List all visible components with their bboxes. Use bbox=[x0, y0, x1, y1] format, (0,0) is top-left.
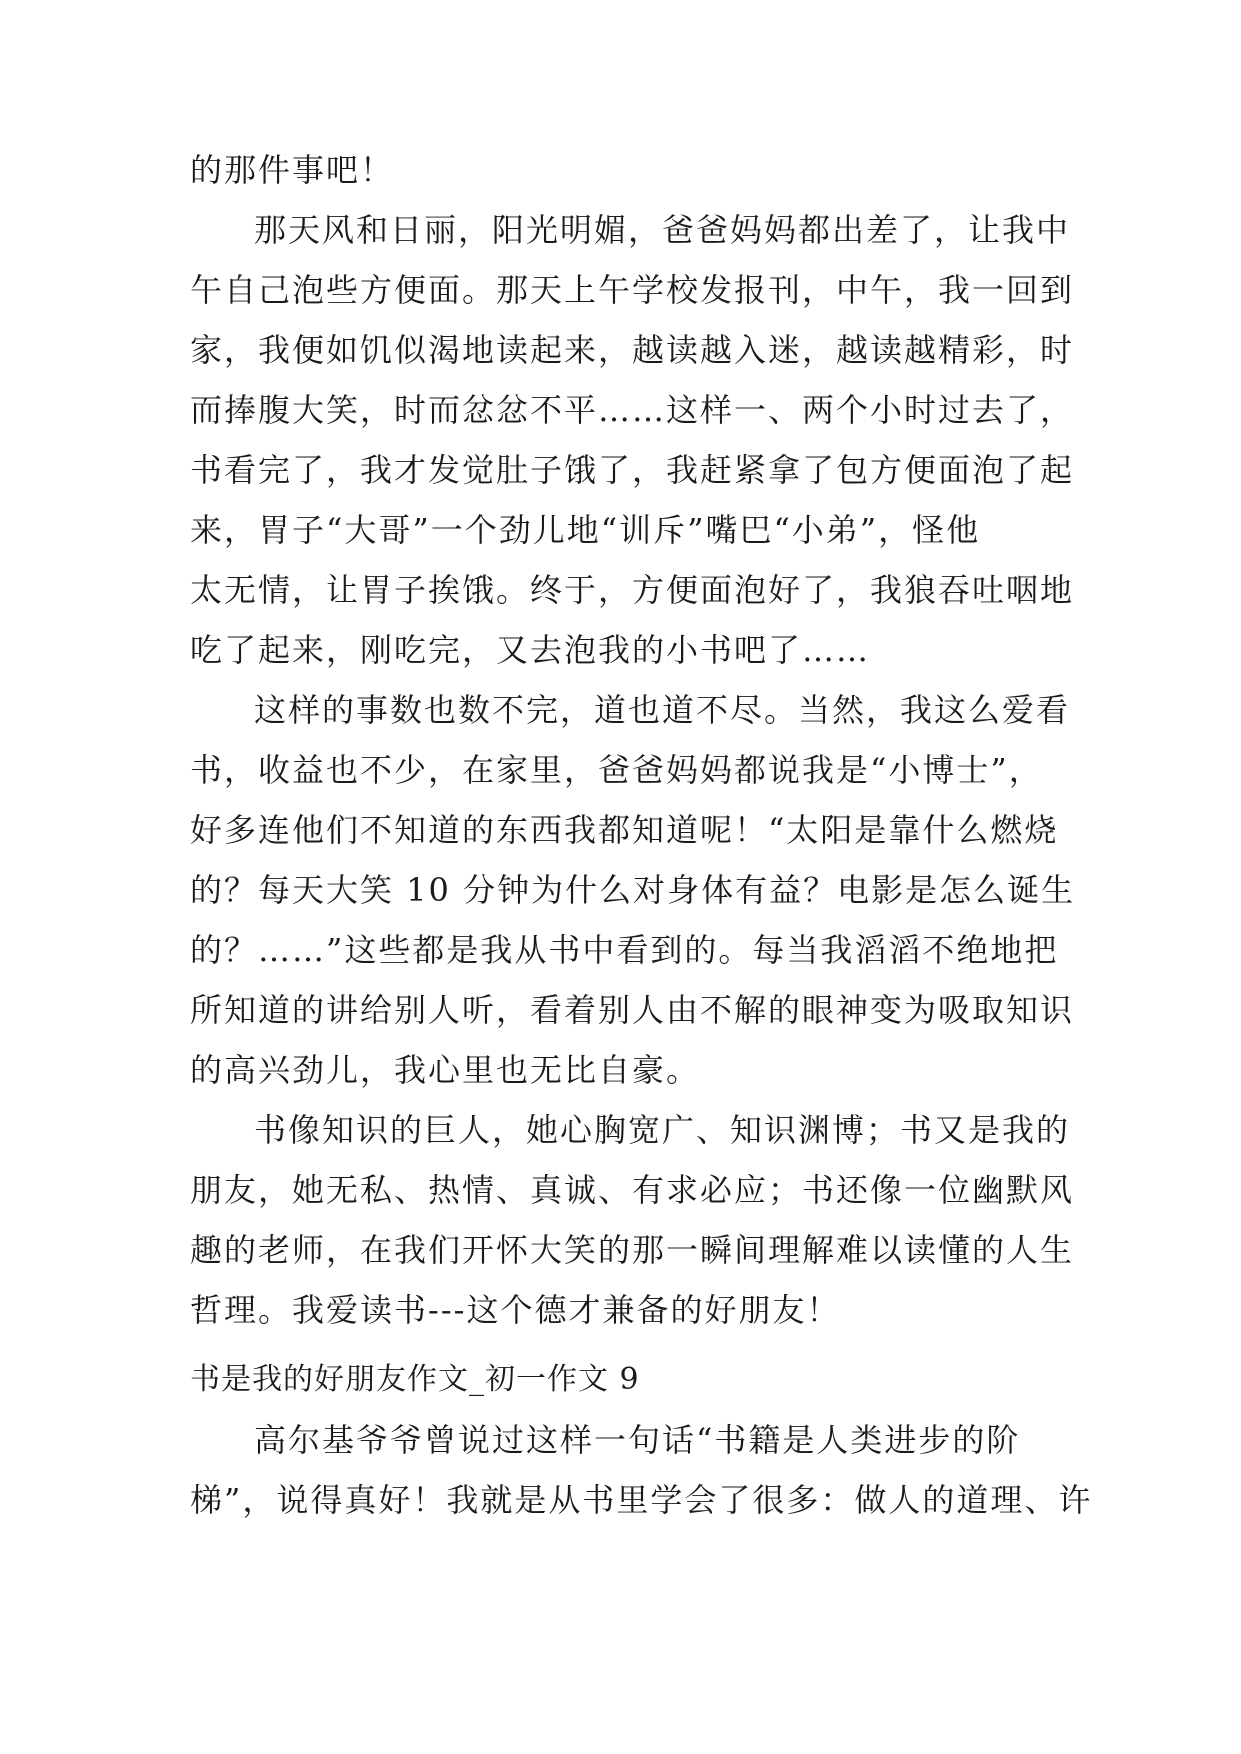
text-line: 所知道的讲给别人听，看着别人由不解的眼神变为吸取知识 bbox=[190, 991, 1075, 1029]
text-line: 趣的老师，在我们开怀大笑的那一瞬间理解难以读懂的人生 bbox=[190, 1231, 1075, 1269]
text-line: 的高兴劲儿，我心里也无比自豪。 bbox=[190, 1051, 701, 1089]
text-line: 的？……”这些都是我从书中看到的。每当我滔滔不绝地把 bbox=[190, 931, 1059, 969]
article-body bbox=[190, 140, 1076, 1440]
text-line: 朋友，她无私、热情、真诚、有求必应；书还像一位幽默风 bbox=[190, 1171, 1075, 1209]
paragraph-start-line: 那天风和日丽，阳光明媚，爸爸妈妈都出差了，让我中 bbox=[254, 211, 1071, 249]
text-line: 吃了起来，刚吃完，又去泡我的小书吧了…… bbox=[190, 631, 871, 669]
paragraph-start-line: 这样的事数也数不完，道也道不尽。当然，我这么爱看 bbox=[254, 691, 1071, 729]
text-line: 太无情，让胃子挨饿。终于，方便面泡好了，我狼吞吐咽地 bbox=[190, 571, 1075, 609]
text-line: 书，收益也不少，在家里，爸爸妈妈都说我是“小博士”， bbox=[190, 751, 1043, 789]
paragraph-start-line: 书像知识的巨人，她心胸宽广、知识渊博；书又是我的 bbox=[254, 1111, 1071, 1149]
text-line: 哲理。我爱读书---这个德才兼备的好朋友！ bbox=[190, 1291, 841, 1329]
text-line: 的？每天大笑 10 分钟为什么对身体有益？电影是怎么诞生 bbox=[190, 871, 1076, 909]
next-article bbox=[190, 1350, 1093, 1550]
text-line: 书看完了，我才发觉肚子饿了，我赶紧拿了包方便面泡了起 bbox=[190, 451, 1075, 489]
text-line: 好多连他们不知道的东西我都知道呢！“太阳是靠什么燃烧 bbox=[190, 811, 1059, 849]
text-line: 家，我便如饥似渴地读起来，越读越入迷，越读越精彩，时 bbox=[190, 331, 1075, 369]
text-line: 的那件事吧！ bbox=[190, 151, 395, 189]
text-line: 梯”，说得真好！我就是从书里学会了很多：做人的道理、许 bbox=[190, 1481, 1093, 1519]
text-line: 而捧腹大笑，时而忿忿不平……这样一、两个小时过去了， bbox=[190, 391, 1075, 429]
paragraph-start-line: 高尔基爷爷曾说过这样一句话“书籍是人类进步的阶 bbox=[254, 1421, 1021, 1459]
text-line: 午自己泡些方便面。那天上午学校发报刊，中午，我一回到 bbox=[190, 271, 1075, 309]
text-line: 来，胃子“大哥”一个劲儿地“训斥”嘴巴“小弟”，怪他 bbox=[190, 511, 981, 549]
section-title: 书是我的好朋友作文_初一作文 9 bbox=[190, 1362, 640, 1397]
